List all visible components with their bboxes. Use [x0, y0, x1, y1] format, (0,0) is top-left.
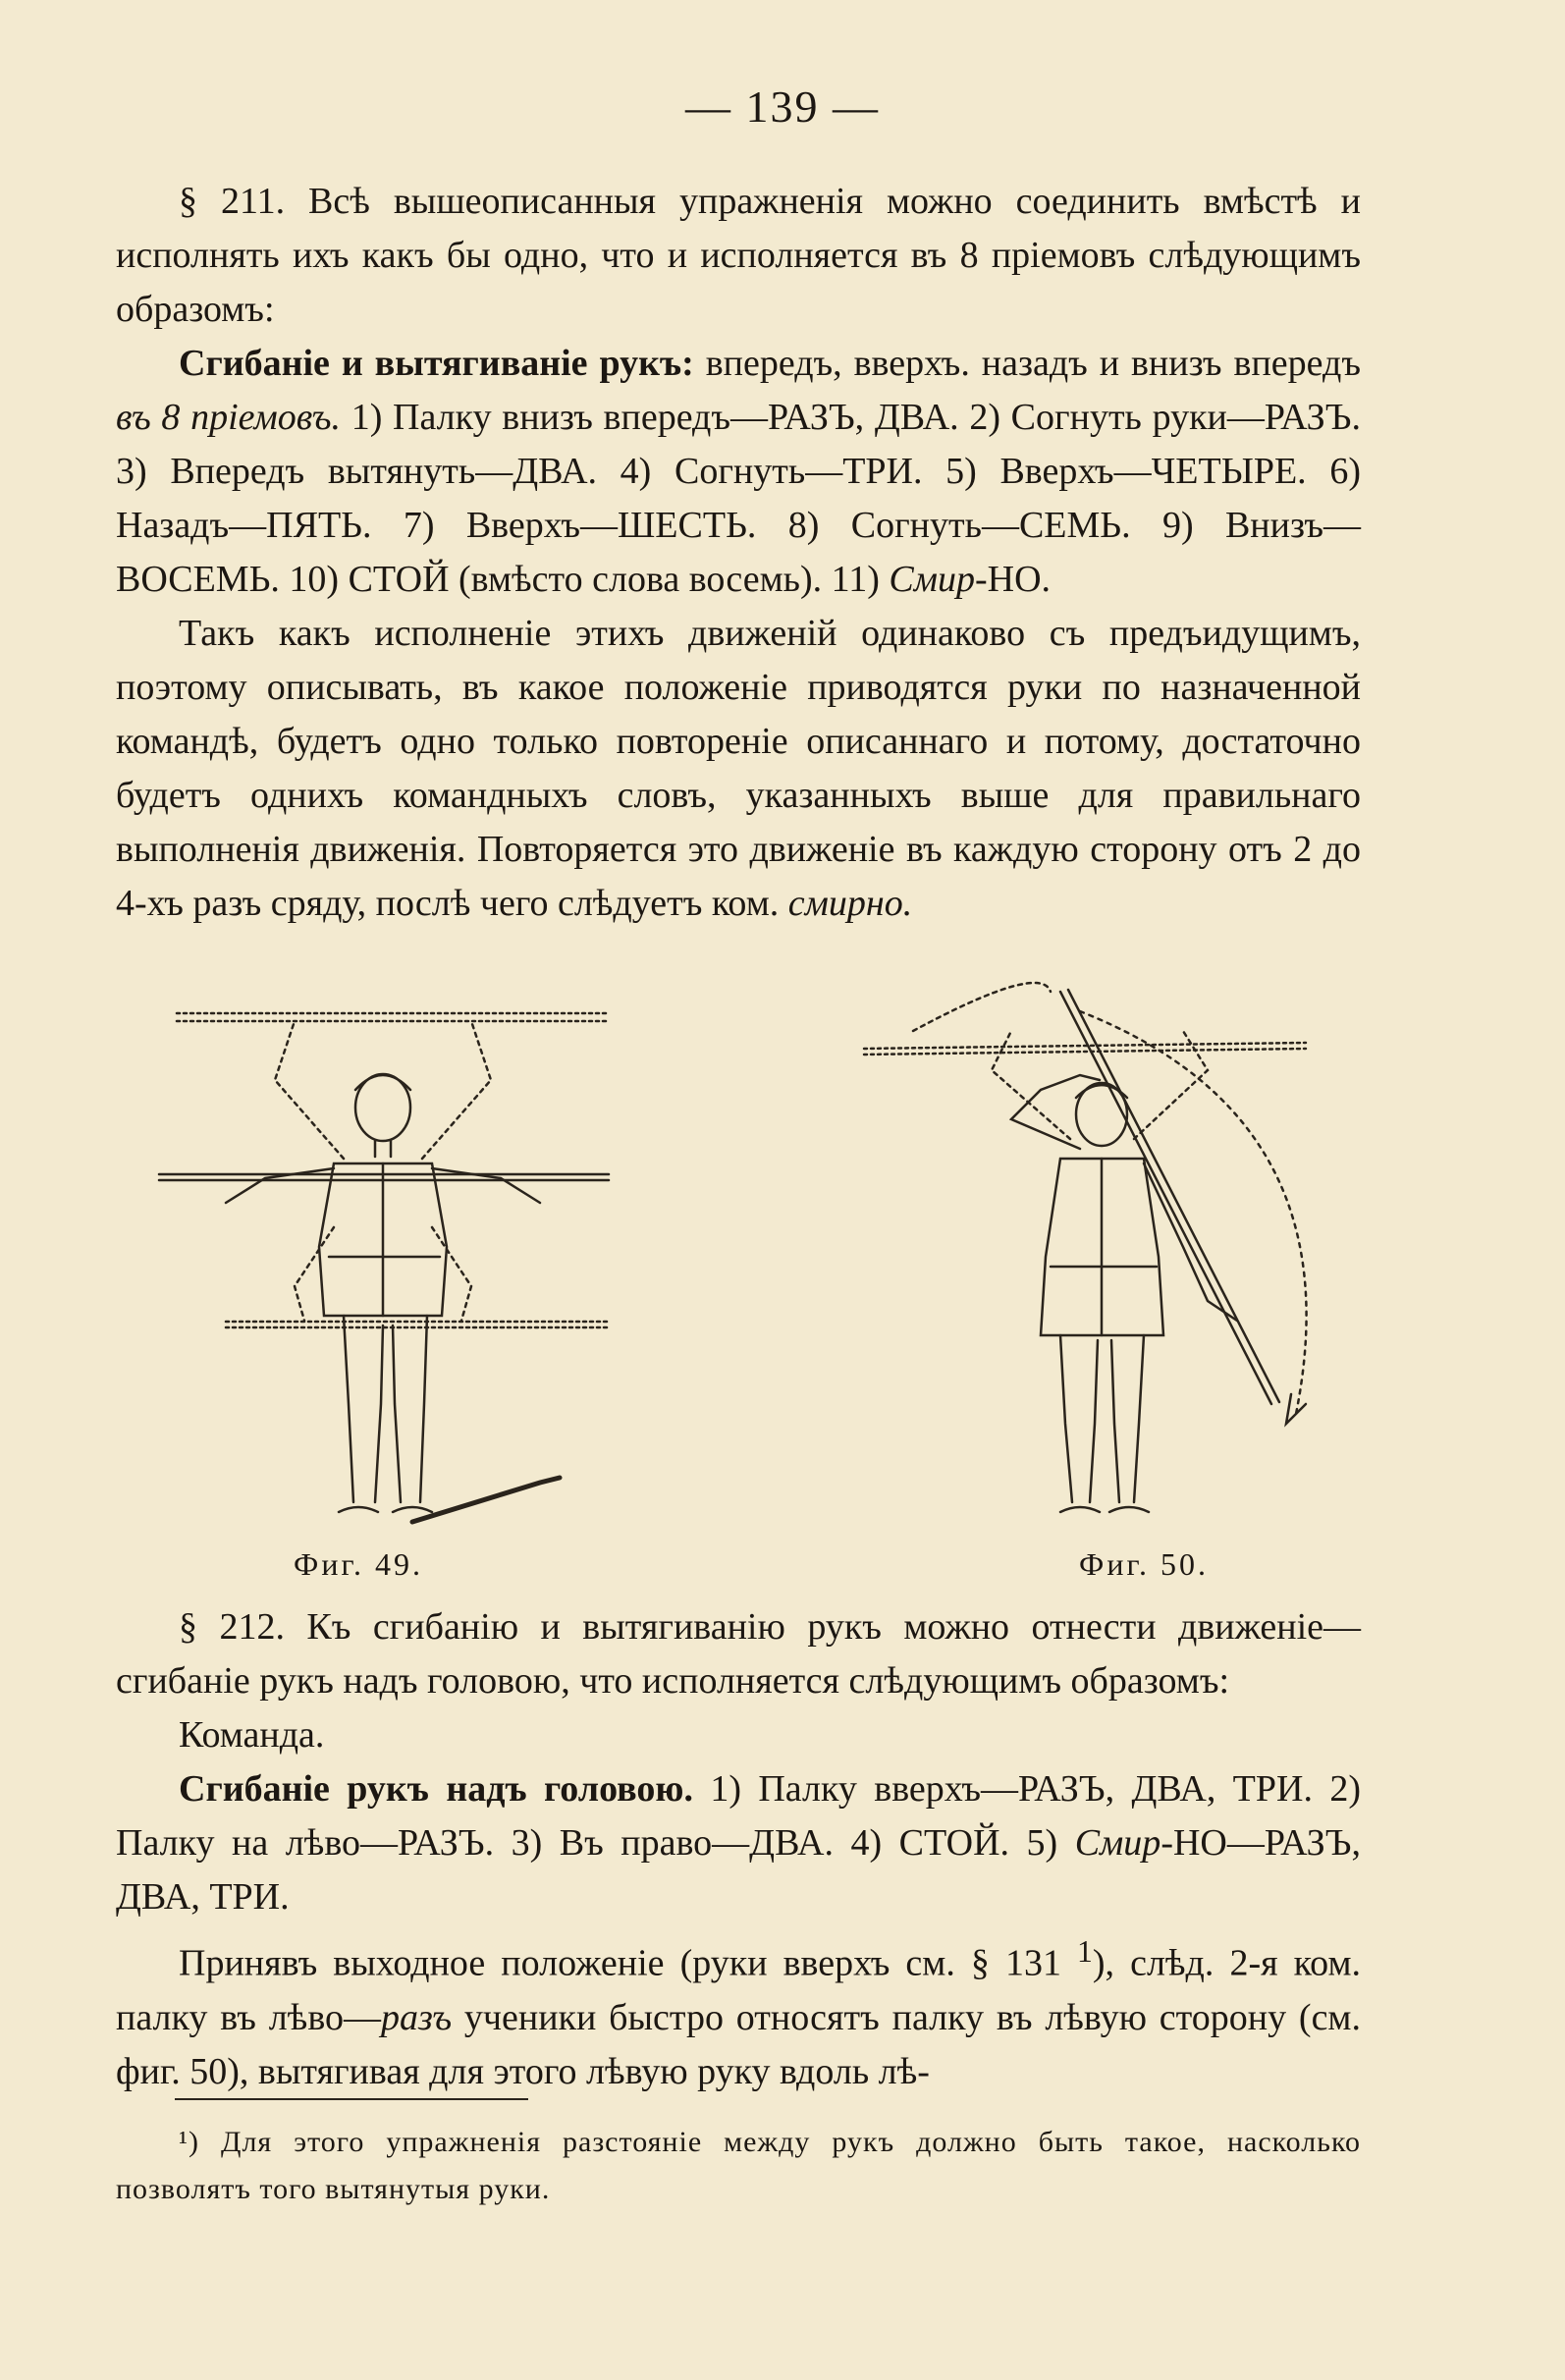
- paragraph-last-pre: Принявъ выходное положеніе (руки вверхъ см. § 131: [179, 1942, 1078, 1984]
- paragraph-last-post: ученики быстро относятъ палку въ лѣвую сторону (см. фиг. 50), вытягивая для этого лѣвую руку вдоль лѣ-: [116, 1996, 1361, 2092]
- paragraph-last: [116, 1924, 1361, 2099]
- figure-49: [147, 992, 619, 1542]
- figure-50-drawing: [844, 972, 1335, 1542]
- exercise-2-title: Сгибаніе рукъ надъ головою.: [179, 1768, 693, 1810]
- footnote-mark: ¹): [179, 2126, 199, 2158]
- footnote-divider: [175, 2098, 528, 2100]
- exercise-2-end: -НО—РАЗЪ, ДВА, ТРИ.: [116, 1822, 1361, 1918]
- footnote-ref: 1: [1077, 1934, 1093, 1969]
- exercise-2-smir: Смир: [1074, 1822, 1161, 1864]
- exercise-1-mode: въ 8 пріемовъ.: [116, 397, 342, 438]
- command-raz: разъ: [381, 1996, 453, 2038]
- exercise-1-body: 1) Палку внизъ впередъ—РАЗЪ, ДВА. 2) Согнуть руки—РАЗЪ. 3) Впередъ вытянуть—ДВА. 4) Согнуть—ТРИ. 5) Вверхъ—ЧЕТЫРЕ. 6) Назадъ—ПЯТЬ. 7) Вверхъ—ШЕСТЬ. 8) Согнуть—СЕМЬ. 9) Внизъ—ВОСЕМЬ. 10) СТОЙ (вмѣсто слова восемь). 11): [116, 397, 1362, 600]
- paragraph-211: § 211. Всѣ вышеописанныя упражненія можно соединить вмѣстѣ и исполнять ихъ какъ бы одно, что и исполняется въ 8 пріемовъ слѣдующимъ образомъ:: [116, 181, 1361, 330]
- figure-49-caption: Фиг. 49.: [294, 1546, 423, 1582]
- paragraph-212: § 212. Къ сгибанію и вытягиванію рукъ можно отнести движеніе—сгибаніе рукъ надъ головою, что исполняется слѣдующимъ образомъ:: [116, 1606, 1361, 1702]
- figure-49-drawing: [147, 992, 619, 1542]
- footnote: [116, 2119, 1361, 2213]
- paragraph-last-mid: ), слѣд. 2-я ком. палку въ лѣво—: [116, 1942, 1361, 2038]
- page-number: — 139 —: [685, 81, 880, 132]
- exercise-1-title: Сгибаніе и вытягиваніе рукъ:: [179, 343, 694, 384]
- exercise-1-end: -НО.: [974, 559, 1052, 600]
- exercise-1-smir: Смир: [889, 559, 975, 600]
- figure-50-caption: Фиг. 50.: [1079, 1546, 1209, 1582]
- command-smirno: смирно.: [787, 883, 913, 924]
- footnote-text: Для этого упражненія разстояніе между рукъ должно быть такое, насколько позволятъ того вытянутыя руки.: [116, 2126, 1361, 2205]
- text-upper: [116, 175, 1361, 931]
- command-label: Команда.: [179, 1714, 325, 1756]
- paragraph-explain: [116, 607, 1361, 931]
- exercise-2: [116, 1762, 1361, 1924]
- exercise-2-body: 1) Палку вверхъ—РАЗЪ, ДВА, ТРИ. 2) Палку на лѣво—РАЗЪ. 3) Въ право—ДВА. 4) СТОЙ. 5): [116, 1768, 1361, 1864]
- exercise-1: [116, 337, 1361, 607]
- paragraph-explain-text: Такъ какъ исполненіе этихъ движеній одинаково съ предъидущимъ, поэтому описывать, въ какое положеніе приводятся руки по назначенной командѣ, будетъ одно только повтореніе описаннаго и потому, достаточно будетъ однихъ командныхъ словъ, указанныхъ выше для правильнаго выполненія движенія. Повторяется это движеніе въ каждую сторону отъ 2 до 4-хъ разъ сряду, послѣ чего слѣдуетъ ком.: [116, 613, 1361, 924]
- figure-50: [844, 972, 1335, 1542]
- text-lower: [116, 1600, 1361, 2099]
- exercise-1-lead: впередъ, вверхъ. назадъ и внизъ впередъ: [693, 343, 1361, 384]
